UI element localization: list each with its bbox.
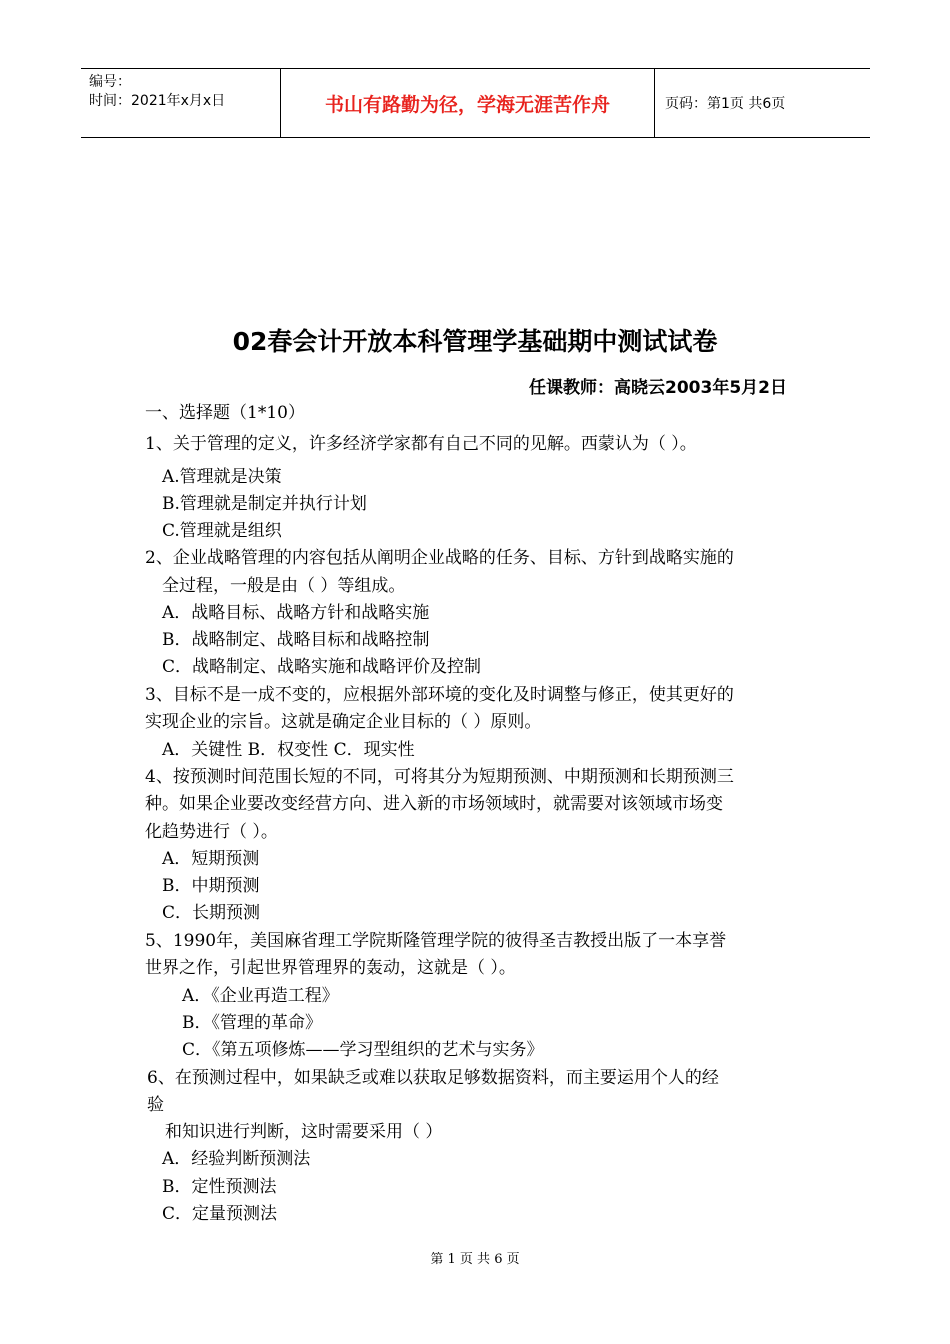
question-line: 6、在预测过程中，如果缺乏或难以获取足够数据资料，而主要运用个人的经 bbox=[147, 1068, 719, 1088]
question-line: 世界之作，引起世界管理界的轰动，这就是（ ）。 bbox=[145, 958, 516, 978]
question-line: 化趋势进行（ ）。 bbox=[145, 822, 278, 842]
option-line: B．中期预测 bbox=[162, 876, 260, 896]
option-line: A.管理就是决策 bbox=[162, 467, 282, 487]
question-line: 5、1990年，美国麻省理工学院斯隆管理学院的彼得圣吉教授出版了一本享誉 bbox=[145, 931, 727, 951]
question-line: 3、目标不是一成不变的，应根据外部环境的变化及时调整与修正，使其更好的 bbox=[145, 685, 734, 705]
option-line: C．《第五项修炼——学习型组织的艺术与实务》 bbox=[182, 1040, 544, 1060]
time-label: 时间：2021年x月x日 bbox=[89, 93, 226, 109]
option-line: C．长期预测 bbox=[162, 903, 261, 923]
motto: 书山有路勤为径，学海无涯苦作舟 bbox=[281, 69, 655, 137]
teacher-line: 任课教师：高晓云2003年5月2日 bbox=[529, 378, 787, 398]
option-line: A．《企业再造工程》 bbox=[182, 986, 339, 1006]
page-footer: 第 1 页 共 6 页 bbox=[430, 1252, 520, 1267]
option-line: C．定量预测法 bbox=[162, 1204, 278, 1224]
question-line: 2、企业战略管理的内容包括从阐明企业战略的任务、目标、方针到战略实施的 bbox=[145, 548, 734, 568]
header-meta-cell bbox=[81, 69, 281, 137]
option-line: B.管理就是制定并执行计划 bbox=[162, 494, 367, 514]
option-line: A．关键性 B．权变性 C．现实性 bbox=[162, 740, 415, 760]
header-table bbox=[81, 68, 870, 138]
question-line: 1、关于管理的定义，许多经济学家都有自己不同的见解。西蒙认为（ ）。 bbox=[145, 434, 697, 454]
option-line: C．战略制定、战略实施和战略评价及控制 bbox=[162, 657, 482, 677]
option-line: B．《管理的革命》 bbox=[182, 1013, 322, 1033]
option-line: A．经验判断预测法 bbox=[162, 1149, 311, 1169]
section-heading: 一、选择题（1*10） bbox=[145, 403, 305, 423]
question-line: 4、按预测时间范围长短的不同，可将其分为短期预测、中期预测和长期预测三 bbox=[145, 767, 734, 787]
header-page-label: 页码：第1页 共6页 bbox=[665, 96, 786, 112]
question-line: 实现企业的宗旨。这就是确定企业目标的（ ）原则。 bbox=[145, 712, 542, 732]
question-line: 全过程，一般是由（ ）等组成。 bbox=[162, 576, 406, 596]
question-line: 和知识进行判断，这时需要采用（ ） bbox=[165, 1122, 443, 1142]
question-line: 验 bbox=[147, 1095, 164, 1115]
number-label: 编号： bbox=[89, 74, 131, 90]
option-line: C.管理就是组织 bbox=[162, 521, 282, 541]
document-title: 02春会计开放本科管理学基础期中测试试卷 bbox=[232, 327, 718, 356]
option-line: B．定性预测法 bbox=[162, 1177, 277, 1197]
option-line: A．战略目标、战略方针和战略实施 bbox=[162, 603, 430, 623]
option-line: B．战略制定、战略目标和战略控制 bbox=[162, 630, 430, 650]
question-line: 种。如果企业要改变经营方向、进入新的市场领域时，就需要对该领域市场变 bbox=[145, 794, 723, 814]
option-line: A．短期预测 bbox=[162, 849, 260, 869]
